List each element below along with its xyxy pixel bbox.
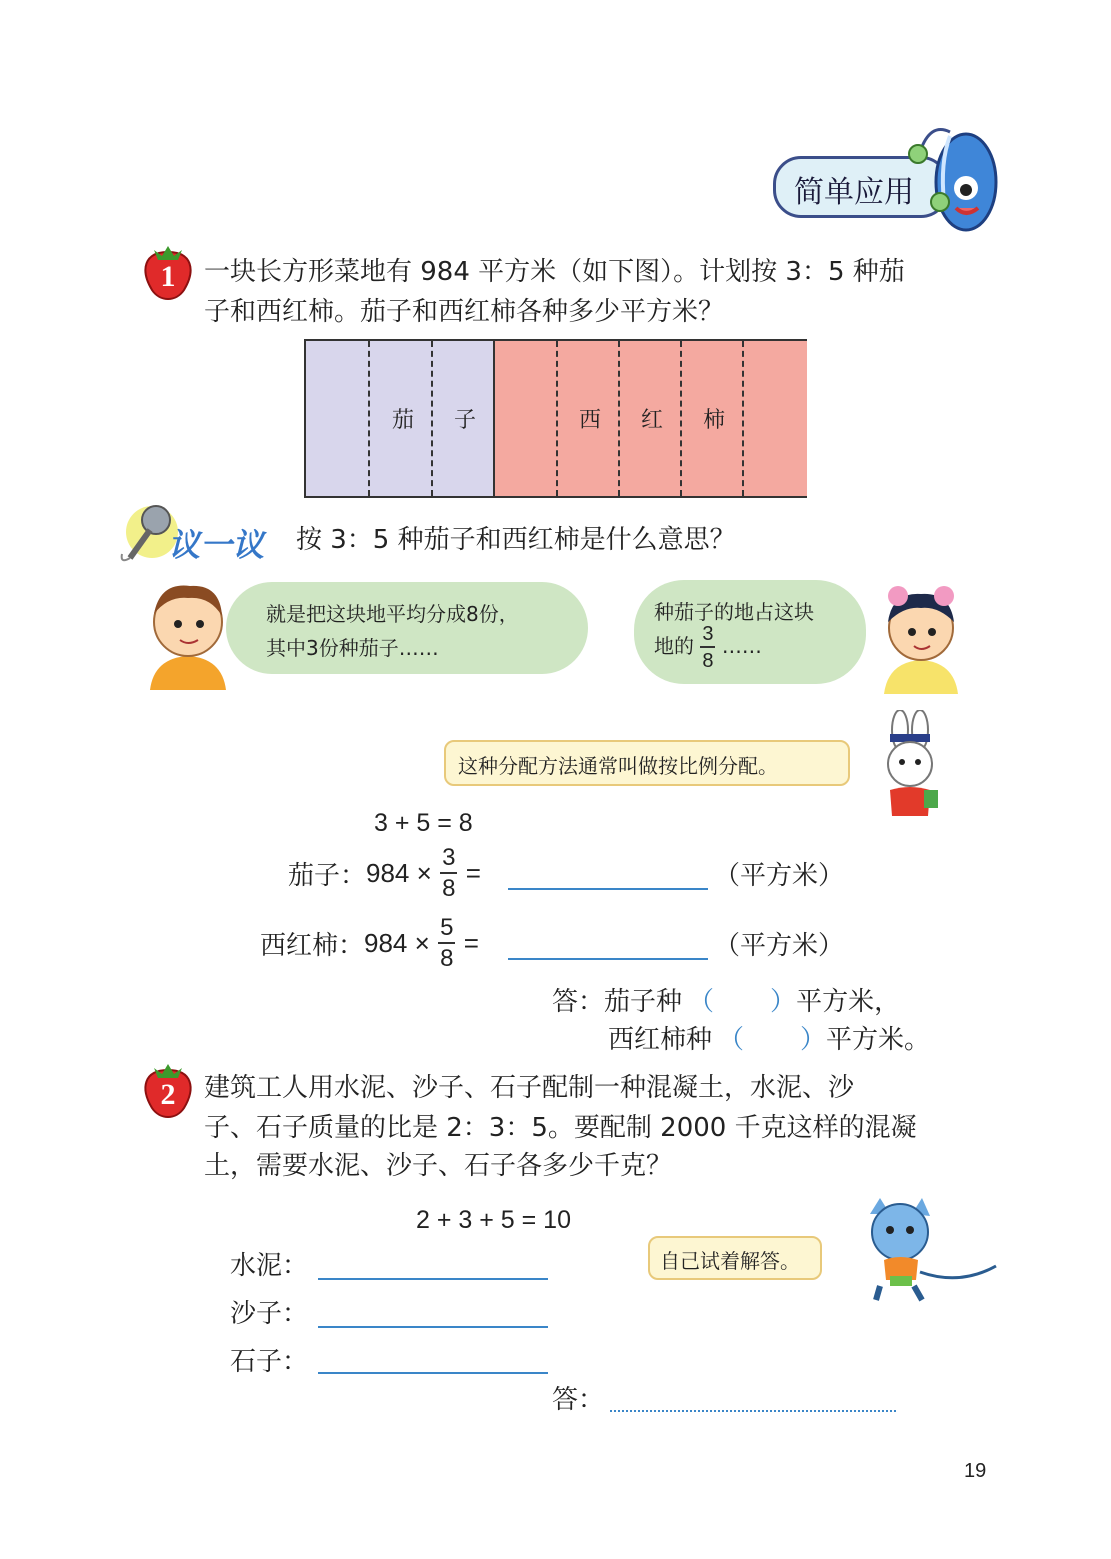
fraction-numerator: 5: [438, 916, 455, 944]
sum-equation-2: 2 + 3 + 5 = 10: [416, 1206, 571, 1234]
answer1-prefix: 答：: [552, 987, 605, 1017]
answer1-line2: [608, 1020, 930, 1060]
rabbit-note: [444, 740, 850, 786]
problem1-text-line2: 子和西红柿。茄子和西红柿各种多少平方米？: [204, 297, 725, 327]
answer1-paren-open: （: [688, 987, 715, 1017]
girl-speech-suffix: ……: [721, 634, 762, 658]
eggplant-unit: （平方米）: [714, 861, 845, 891]
sand-label: 沙子：: [230, 1299, 309, 1329]
tomato-answer-blank[interactable]: [508, 958, 708, 960]
diagram-label-hong: 红: [641, 408, 664, 433]
eggplant-calc-label: 茄子：: [288, 861, 367, 891]
tomato-calc-expr: 984 ×: [364, 928, 430, 958]
problem-number: 1: [160, 260, 176, 293]
answer1-eggplant-unit: 平方米，: [796, 987, 901, 1017]
stone-label: 石子：: [230, 1347, 309, 1377]
problem1-text-line1: 一块长方形菜地有 984 平方米（如下图）。计划按 3：5 种茄: [204, 257, 905, 287]
answer1-line1: [552, 982, 900, 1022]
diagram-label-xi: 西: [579, 408, 602, 433]
fraction-3-8: [700, 624, 715, 671]
discuss-label: 议一议: [168, 526, 265, 564]
answer1-paren-close-2: ）: [800, 1025, 827, 1055]
cat-mascot-icon: [850, 1196, 1000, 1306]
diagram-label-shi: 柿: [703, 408, 726, 433]
fraction-numerator: 3: [440, 846, 457, 874]
answer1-tomato-label: 西红柿种: [608, 1025, 713, 1055]
eggplant-answer-blank[interactable]: [508, 888, 708, 890]
tomato-calculation: [260, 916, 479, 980]
boy-avatar: [140, 574, 235, 690]
answer1-tomato-unit: 平方米。: [826, 1025, 931, 1055]
answer2-dotted-line[interactable]: [610, 1410, 896, 1412]
problem2-text-line1: 建筑工人用水泥、沙子、石子配制一种混凝土，水泥、沙: [204, 1073, 855, 1103]
eggplant-calc-eq: =: [465, 858, 481, 888]
girl-speech-prefix: 地的: [654, 634, 694, 658]
girl-speech-bubble: [634, 580, 866, 684]
cat-note: [648, 1236, 822, 1280]
eggplant-calculation: [288, 846, 481, 910]
tomato-calc-label: 西红柿：: [260, 931, 365, 961]
cement-answer-blank[interactable]: [318, 1278, 548, 1280]
fraction-denominator: 8: [440, 945, 454, 972]
strawberry-number-icon-2: [140, 1058, 196, 1120]
rabbit-mascot-icon: [868, 710, 948, 824]
answer2-prefix: 答：: [552, 1385, 605, 1415]
eggplant-calc-expr: 984 ×: [366, 858, 432, 888]
fraction-5-8-tomato: [438, 916, 455, 971]
stone-answer-blank[interactable]: [318, 1372, 548, 1374]
diagram-label-qie: 茄: [392, 408, 415, 433]
boy-speech-line1: 就是把这块地平均分成8份，: [266, 602, 519, 626]
discuss-question: 按 3：5 种茄子和西红柿是什么意思？: [296, 525, 736, 555]
strawberry-number-icon-1: [140, 240, 196, 302]
mouse-mascot-icon: [900, 112, 1010, 242]
fraction-denominator: 8: [702, 650, 714, 672]
tomato-unit: （平方米）: [714, 931, 845, 961]
cat-note-text: 自己试着解答。: [660, 1249, 800, 1273]
rabbit-note-text: 这种分配方法通常叫做按比例分配。: [458, 754, 778, 778]
problem2-text-line2: 子、石子质量的比是 2：3：5。要配制 2000 千克这样的混凝: [204, 1113, 917, 1143]
sand-answer-blank[interactable]: [318, 1326, 548, 1328]
cement-label: 水泥：: [230, 1251, 309, 1281]
problem2-text-line3: 土，需要水泥、沙子、石子各多少千克？: [204, 1151, 673, 1181]
girl-speech-line1: 种茄子的地占这块: [654, 600, 814, 624]
fraction-numerator: 3: [700, 624, 715, 648]
fraction-denominator: 8: [442, 875, 456, 902]
page-number: 19: [964, 1460, 987, 1482]
boy-speech-bubble: [226, 582, 588, 674]
answer1-paren-open-2: （: [718, 1025, 745, 1055]
fraction-3-8-eggplant: [440, 846, 457, 901]
problem-number: 2: [160, 1078, 176, 1111]
girl-avatar: [876, 576, 966, 694]
section-title: 简单应用: [794, 175, 914, 210]
girl-speech-line2: [654, 624, 762, 671]
sum-equation-1: 3 + 5 = 8: [374, 809, 473, 837]
diagram-label-zi: 子: [454, 408, 477, 433]
answer1-eggplant-label: 茄子种: [604, 987, 683, 1017]
land-diagram: [304, 339, 807, 498]
boy-speech-line2: 其中3份种茄子……: [266, 636, 439, 660]
tomato-calc-eq: =: [463, 928, 479, 958]
answer1-paren-close: ）: [770, 987, 797, 1017]
